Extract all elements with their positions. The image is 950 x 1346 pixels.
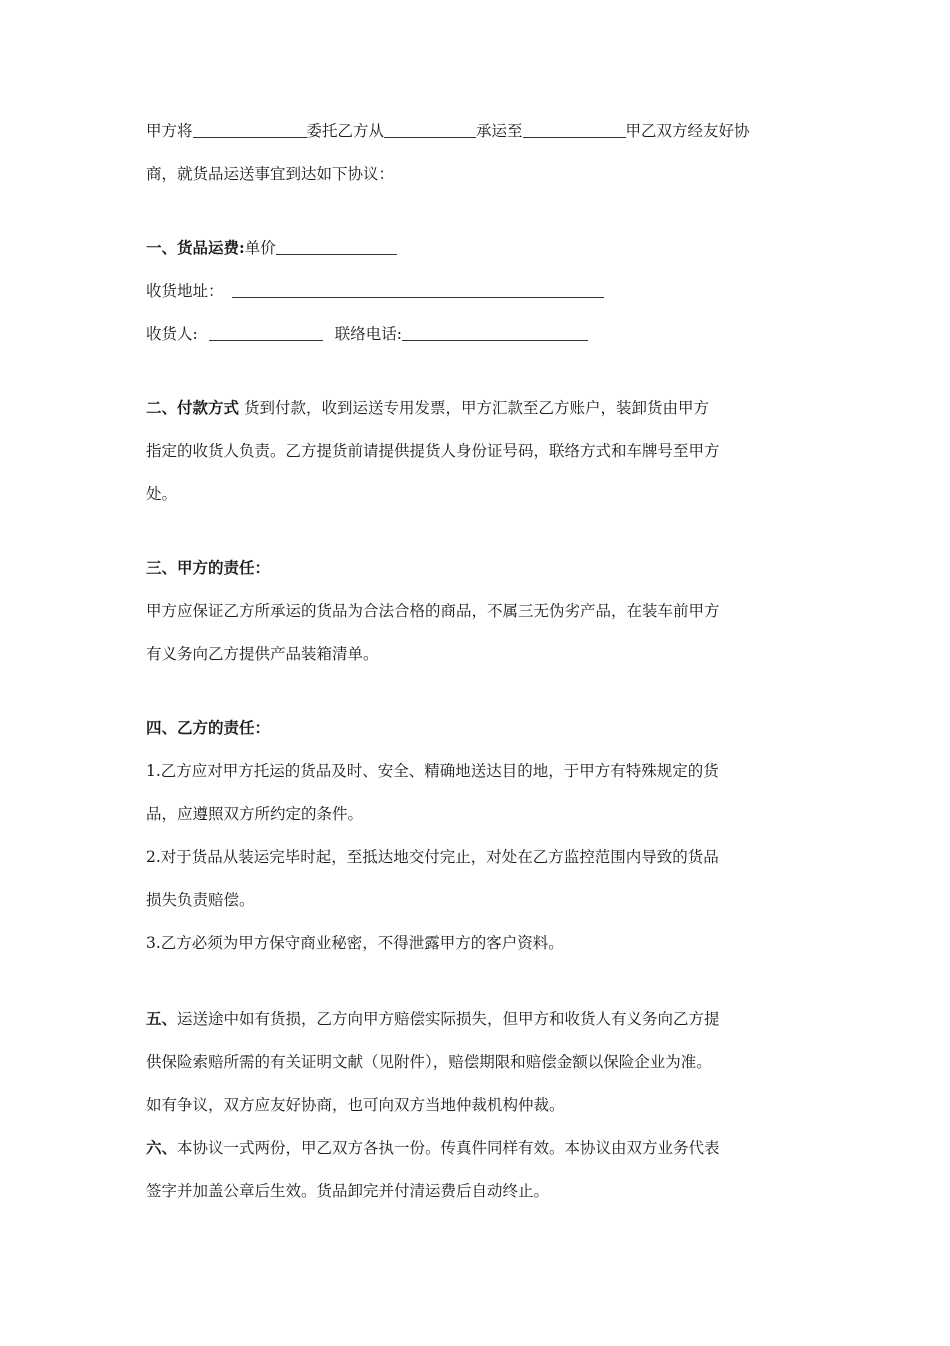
intro-line-1 xyxy=(146,116,802,159)
delivery-address-blank[interactable] xyxy=(232,277,604,298)
section-4-heading: 四、乙方的责任： xyxy=(146,718,271,737)
intro-text-3: 承运至 xyxy=(476,122,523,140)
section-5-text-1: 运送途中如有货损，乙方向甲方赔偿实际损失，但甲方和收货人有义务向乙方提 xyxy=(177,1010,720,1028)
receiver-row xyxy=(146,319,802,362)
section-3-line-1: 甲方应保证乙方所承运的货品为合法合格的商品，不属三无伪劣产品，在装车前甲方 xyxy=(146,602,720,620)
receiver-label: 收货人: xyxy=(146,325,198,343)
intro-text-2: 委托乙方从 xyxy=(306,122,385,140)
intro-text-4: 甲乙双方经友好协 xyxy=(625,122,750,140)
intro-text-1: 甲方将 xyxy=(146,122,193,140)
section-1-freight xyxy=(146,233,802,276)
section-6-text-1: 本协议一式两份，甲乙双方各执一份。传真件同样有效。本协议由双方业务代表 xyxy=(177,1139,720,1157)
receiver-blank[interactable] xyxy=(209,320,323,341)
delivery-address-label: 收货地址： xyxy=(146,282,224,300)
section-4-item-2a: 2.对于货品从装运完毕时起，至抵达地交付完止，对处在乙方监控范围内导致的货品 xyxy=(146,848,719,866)
contact-phone-blank[interactable] xyxy=(402,320,588,341)
origin-blank[interactable] xyxy=(384,117,476,138)
section-4-item-1a: 1.乙方应对甲方托运的货品及时、安全、精确地送达目的地，于甲方有特殊规定的货 xyxy=(146,762,719,780)
section-6-heading: 六、 xyxy=(146,1138,178,1157)
unit-price-blank[interactable] xyxy=(276,234,397,255)
goods-blank[interactable] xyxy=(193,117,307,138)
section-6-line-2: 签字并加盖公章后生效。货品卸完并付清运费后自动终止。 xyxy=(146,1182,550,1200)
section-1-heading: 一、货品运费: xyxy=(146,238,245,257)
section-4-item-2b: 损失负责赔偿。 xyxy=(146,891,255,909)
section-2-line-2: 指定的收货人负责。乙方提货前请提供提货人身份证号码，联络方式和车牌号至甲方 xyxy=(146,442,720,460)
section-5-heading: 五、 xyxy=(146,1009,178,1028)
section-5-line-1 xyxy=(146,1004,802,1047)
section-2-text-1: 货到付款，收到运送专用发票，甲方汇款至乙方账户，装卸货由甲方 xyxy=(239,399,709,417)
section-2-line-3: 处。 xyxy=(146,485,178,503)
delivery-address-row xyxy=(146,276,802,319)
section-3-heading: 三、甲方的责任： xyxy=(146,558,271,577)
contact-phone-label: 联络电话: xyxy=(334,325,402,343)
section-2-heading: 二、付款方式 xyxy=(146,398,240,417)
section-5-line-3: 如有争议，双方应友好协商，也可向双方当地仲裁机构仲裁。 xyxy=(146,1096,565,1114)
section-6-line-1 xyxy=(146,1133,802,1176)
agreement-document xyxy=(146,116,802,1219)
unit-price-label: 单价 xyxy=(244,239,276,257)
section-5-line-2: 供保险索赔所需的有关证明文献（见附件），赔偿期限和赔偿金额以保险企业为准。 xyxy=(146,1053,712,1071)
intro-line-2: 商，就货品运送事宜到达如下协议： xyxy=(146,165,395,183)
destination-blank[interactable] xyxy=(523,117,626,138)
section-4-item-3: 3.乙方必须为甲方保守商业秘密，不得泄露甲方的客户资料。 xyxy=(146,934,564,952)
section-2-line-1 xyxy=(146,393,802,436)
section-3-line-2: 有义务向乙方提供产品装箱清单。 xyxy=(146,645,379,663)
section-4-item-1b: 品，应遵照双方所约定的条件。 xyxy=(146,805,364,823)
